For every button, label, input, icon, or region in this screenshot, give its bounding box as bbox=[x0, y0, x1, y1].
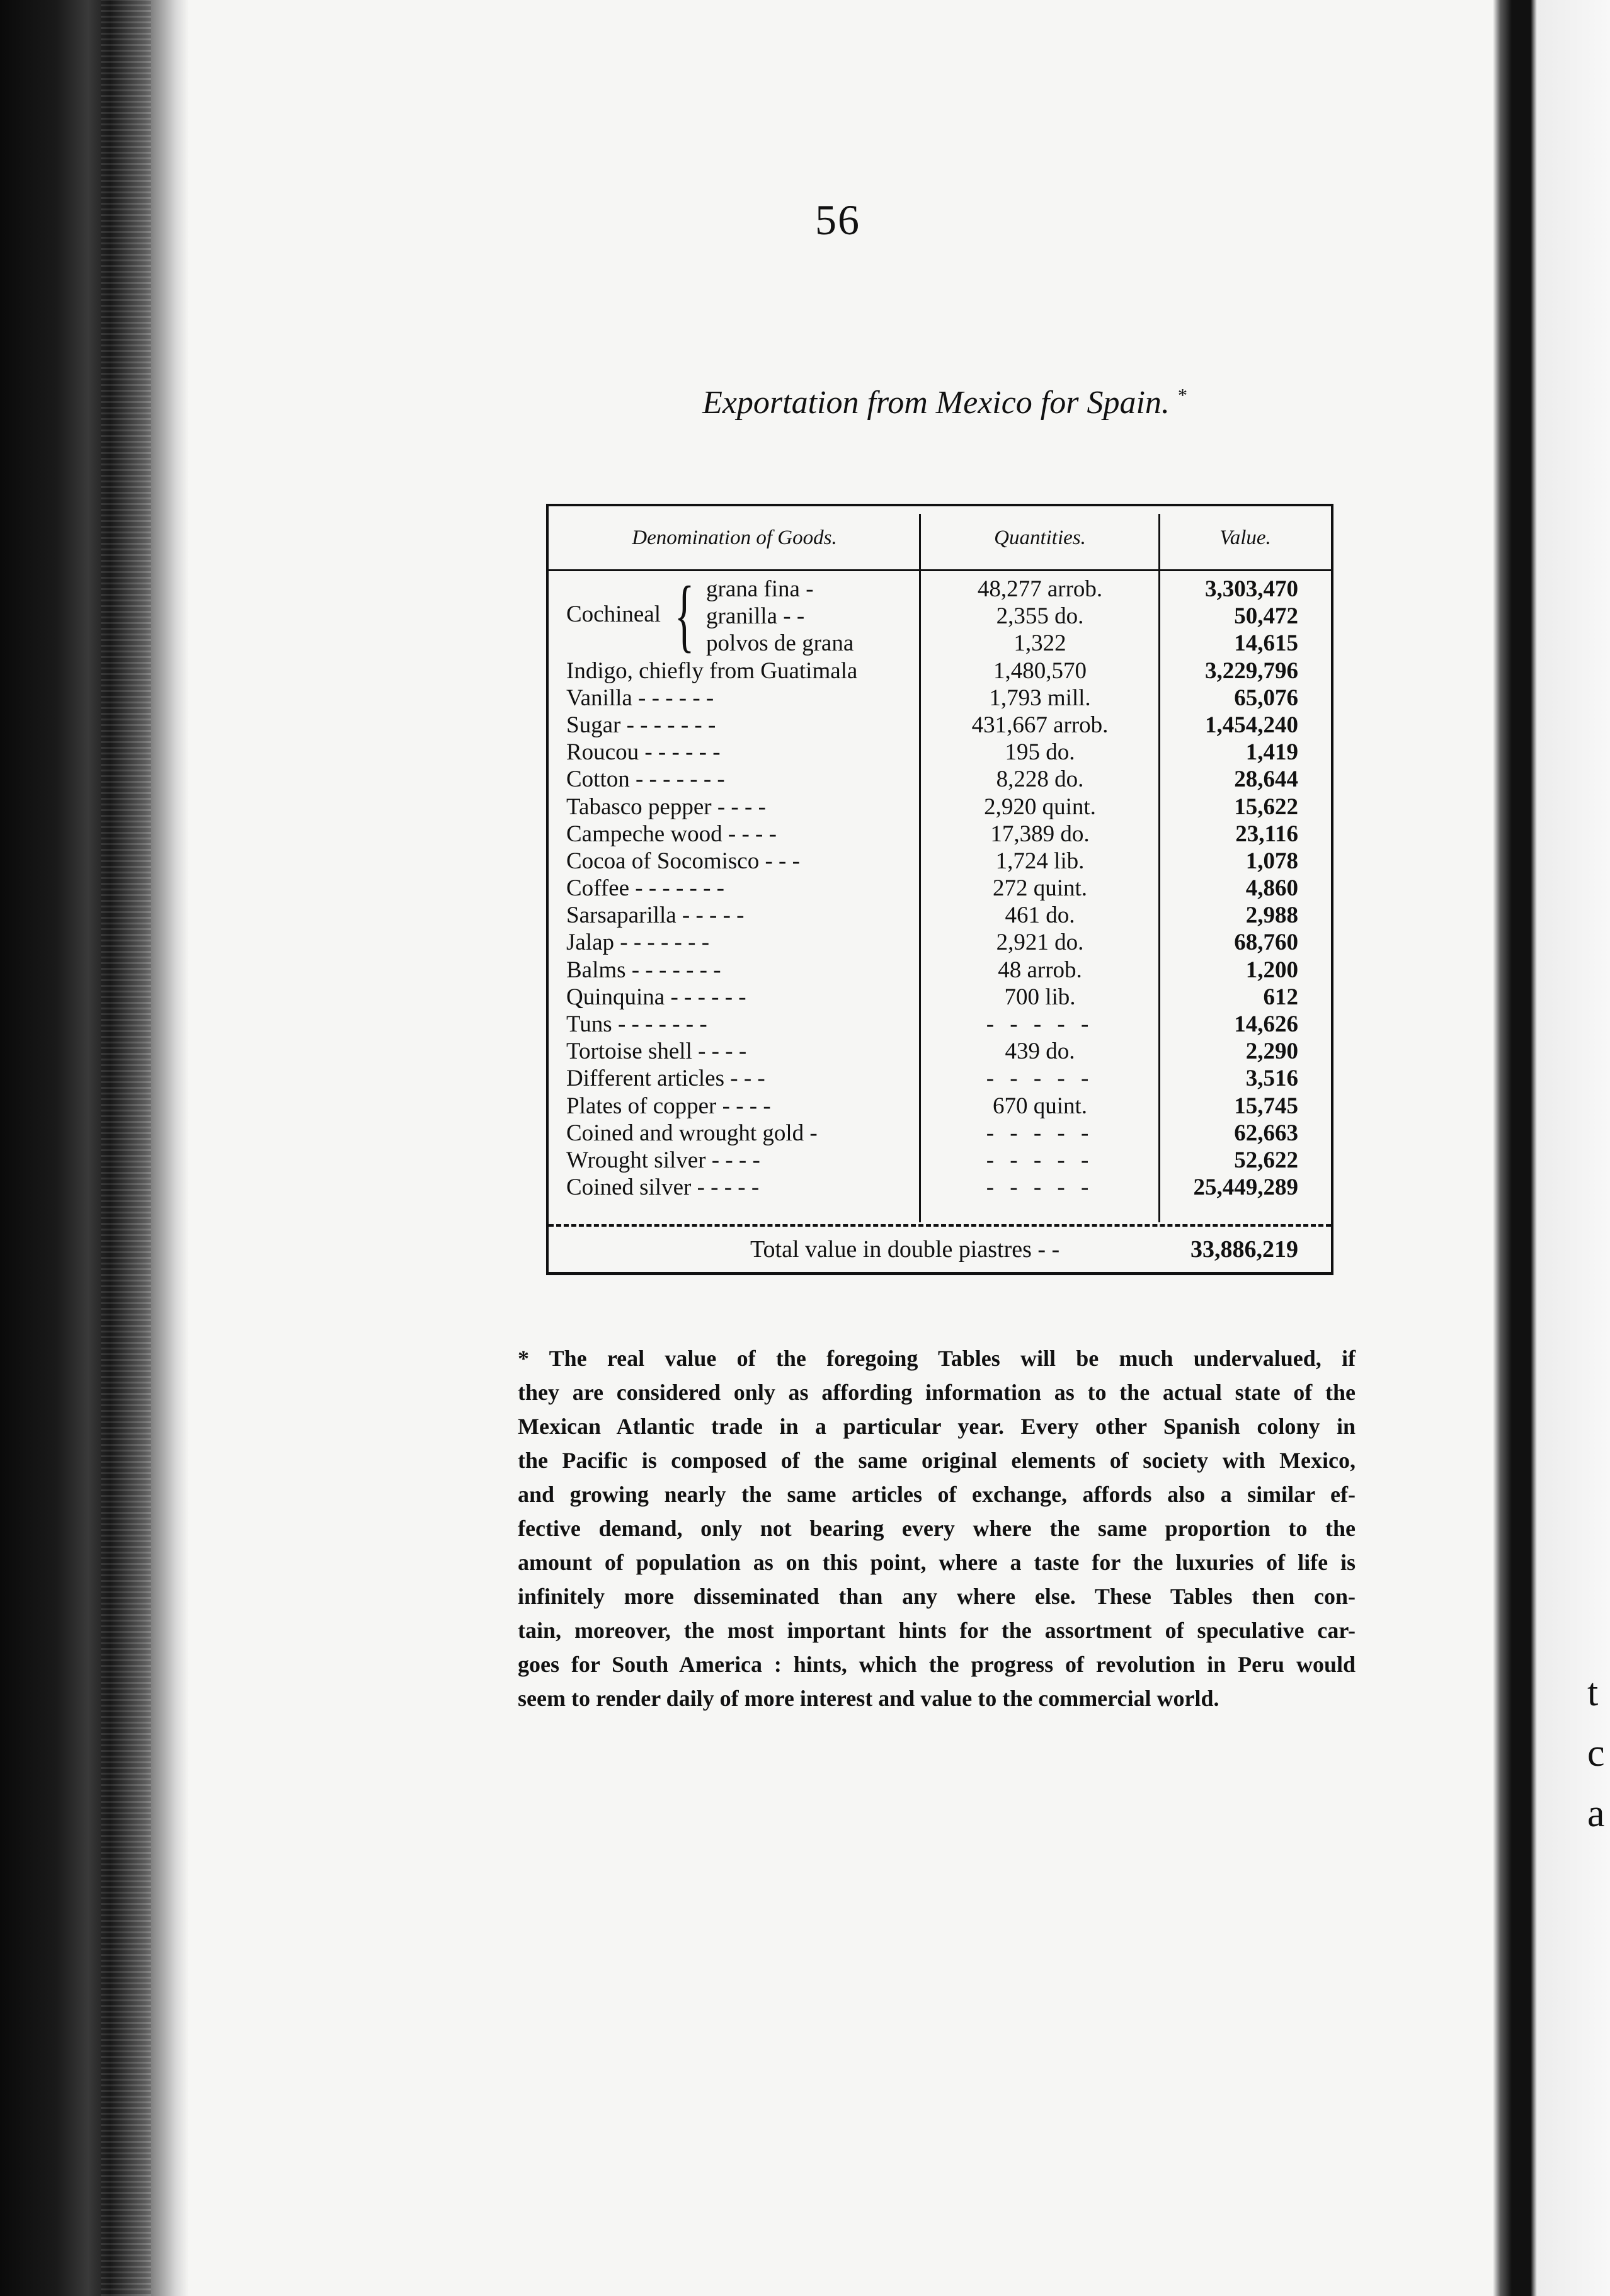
goods-cell: Tabasco pepper - - - - bbox=[566, 793, 766, 820]
goods-cell: granilla - - bbox=[706, 603, 805, 630]
cochineal-label: Cochineal bbox=[566, 601, 661, 627]
table-row bbox=[549, 630, 1331, 657]
footnote-line: and growing nearly the same articles of exchange, affords also a similar ef- bbox=[518, 1482, 1356, 1507]
table-body bbox=[549, 570, 1331, 1201]
value-cell: 2,290 bbox=[1245, 1038, 1298, 1065]
total-value: 33,886,219 bbox=[1190, 1236, 1298, 1263]
value-cell: 15,622 bbox=[1234, 793, 1298, 820]
table-row bbox=[549, 875, 1331, 902]
goods-cell: Jalap - - - - - - - bbox=[566, 929, 710, 956]
goods-cell: Different articles - - - bbox=[566, 1066, 765, 1092]
footnote-line: infinitely more disseminated than any where else. These Tables then con- bbox=[518, 1584, 1356, 1609]
table-row bbox=[549, 984, 1331, 1011]
table-row bbox=[549, 1120, 1331, 1147]
goods-cell: Plates of copper - - - - bbox=[566, 1093, 771, 1119]
value-cell: 25,449,289 bbox=[1193, 1174, 1298, 1201]
next-page-glyph: t bbox=[1587, 1671, 1599, 1714]
quantity-cell: 461 do. bbox=[1005, 902, 1075, 929]
quantity-cell: 2,355 do. bbox=[996, 603, 1084, 630]
table-row bbox=[549, 848, 1331, 875]
total-rule bbox=[549, 1224, 1331, 1227]
footnote-line: * The real value of the foregoing Tables will be much undervalued, if bbox=[518, 1346, 1356, 1371]
quantity-cell: 1,480,570 bbox=[993, 657, 1087, 684]
footnote-line: the Pacific is composed of the same original elements of society with Mexico, bbox=[518, 1448, 1356, 1473]
next-page-glyph: c bbox=[1587, 1732, 1605, 1775]
table-row bbox=[549, 929, 1331, 956]
table-row bbox=[549, 1174, 1331, 1201]
total-label: Total value in double piastres - - bbox=[750, 1236, 1060, 1263]
quantity-cell: 48 arrob. bbox=[998, 957, 1082, 983]
goods-cell: Cocoa of Socomisco - - - bbox=[566, 848, 800, 874]
header-quantities: Quantities. bbox=[994, 526, 1086, 549]
quantity-cell: 1,322 bbox=[1013, 630, 1066, 657]
value-cell: 23,116 bbox=[1235, 821, 1298, 847]
table-row bbox=[549, 793, 1331, 821]
quantity-cell: 1,793 mill. bbox=[989, 685, 1091, 711]
table-row bbox=[549, 603, 1331, 630]
value-cell: 3,516 bbox=[1245, 1066, 1298, 1092]
table-row bbox=[549, 957, 1331, 984]
value-cell: 14,626 bbox=[1234, 1011, 1298, 1037]
footnote-mark: * bbox=[1177, 385, 1187, 406]
value-cell: 15,745 bbox=[1234, 1093, 1298, 1119]
table-row bbox=[549, 1147, 1331, 1174]
value-cell: 52,622 bbox=[1234, 1147, 1298, 1173]
value-cell: 1,078 bbox=[1245, 848, 1298, 874]
table-row bbox=[549, 902, 1331, 929]
quantity-cell: 431,667 arrob. bbox=[971, 712, 1109, 738]
footnote-line: Mexican Atlantic trade in a particular year. Every other Spanish colony in bbox=[518, 1414, 1356, 1439]
goods-cell: Cotton - - - - - - - bbox=[566, 766, 725, 793]
goods-cell: Coffee - - - - - - - bbox=[566, 875, 724, 902]
goods-cell: Campeche wood - - - - bbox=[566, 821, 777, 847]
value-cell: 2,988 bbox=[1245, 902, 1298, 929]
quantity-cell: 439 do. bbox=[1005, 1038, 1075, 1065]
quantity-cell: 1,724 lib. bbox=[995, 848, 1085, 874]
quantity-cell: 670 quint. bbox=[992, 1093, 1088, 1119]
header-rule bbox=[549, 569, 1331, 571]
total-row bbox=[549, 1230, 1331, 1268]
quantity-cell: - - - - - bbox=[986, 1011, 1094, 1037]
value-cell: 3,303,470 bbox=[1205, 576, 1298, 602]
value-cell: 14,615 bbox=[1234, 630, 1298, 657]
goods-cell: grana fina - bbox=[706, 576, 814, 602]
footnote bbox=[518, 1341, 1356, 1715]
brace-symbol: { bbox=[675, 570, 695, 661]
value-cell: 612 bbox=[1263, 984, 1298, 1010]
export-table bbox=[546, 504, 1333, 1275]
footnote-line: they are considered only as affording information as to the actual state of the bbox=[518, 1380, 1356, 1405]
quantity-cell: - - - - - bbox=[986, 1120, 1094, 1146]
goods-cell: Tuns - - - - - - - bbox=[566, 1011, 707, 1037]
quantity-cell: - - - - - bbox=[986, 1174, 1094, 1201]
footnote-line: goes for South America : hints, which the progress of revolution in Peru would bbox=[518, 1652, 1356, 1677]
quantity-cell: 48,277 arrob. bbox=[977, 576, 1103, 602]
value-cell: 3,229,796 bbox=[1205, 657, 1298, 684]
value-cell: 1,419 bbox=[1245, 739, 1298, 766]
goods-cell: Sugar - - - - - - - bbox=[566, 712, 716, 738]
next-page-edge bbox=[1493, 0, 1610, 2296]
goods-cell: Indigo, chiefly from Guatimala bbox=[566, 657, 858, 684]
book-binding-edge bbox=[0, 0, 189, 2296]
value-cell: 50,472 bbox=[1234, 603, 1298, 630]
quantity-cell: 8,228 do. bbox=[996, 766, 1084, 793]
table-row bbox=[549, 739, 1331, 766]
quantity-cell: 195 do. bbox=[1005, 739, 1075, 766]
value-cell: 4,860 bbox=[1245, 875, 1298, 902]
quantity-cell: 700 lib. bbox=[1004, 984, 1076, 1010]
header-value: Value. bbox=[1219, 526, 1271, 549]
page-title bbox=[630, 384, 1260, 421]
goods-cell: Sarsaparilla - - - - - bbox=[566, 902, 745, 929]
value-cell: 1,454,240 bbox=[1205, 712, 1298, 738]
title-text: Exportation from Mexico for Spain. bbox=[702, 385, 1170, 421]
goods-cell: Coined silver - - - - - bbox=[566, 1174, 760, 1201]
table-row bbox=[549, 1065, 1331, 1092]
goods-cell: Wrought silver - - - - bbox=[566, 1147, 760, 1173]
footnote-line: fective demand, only not bearing every where the same proportion to the bbox=[518, 1516, 1356, 1541]
table-row bbox=[549, 1011, 1331, 1038]
goods-cell: Vanilla - - - - - - bbox=[566, 685, 714, 711]
table-row bbox=[549, 766, 1331, 793]
goods-cell: Roucou - - - - - - bbox=[566, 739, 721, 766]
quantity-cell: 272 quint. bbox=[992, 875, 1088, 902]
table-row bbox=[549, 685, 1331, 712]
value-cell: 65,076 bbox=[1234, 685, 1298, 711]
quantity-cell: 2,921 do. bbox=[996, 929, 1084, 956]
goods-cell: Quinquina - - - - - - bbox=[566, 984, 746, 1010]
next-page-fragment bbox=[1587, 1662, 1610, 1844]
goods-cell: Coined and wrought gold - bbox=[566, 1120, 818, 1146]
value-cell: 1,200 bbox=[1245, 957, 1298, 983]
next-page-glyph: a bbox=[1587, 1792, 1605, 1835]
table-row bbox=[549, 712, 1331, 739]
value-cell: 62,663 bbox=[1234, 1120, 1298, 1146]
header-goods: Denomination of Goods. bbox=[632, 526, 837, 549]
table-row bbox=[549, 1038, 1331, 1065]
quantity-cell: 17,389 do. bbox=[990, 821, 1090, 847]
page-number: 56 bbox=[815, 196, 860, 244]
goods-cell: Tortoise shell - - - - bbox=[566, 1038, 747, 1065]
goods-cell: Balms - - - - - - - bbox=[566, 957, 721, 983]
quantity-cell: - - - - - bbox=[986, 1147, 1094, 1173]
quantity-cell: - - - - - bbox=[986, 1066, 1094, 1092]
value-cell: 68,760 bbox=[1234, 929, 1298, 956]
table-row bbox=[549, 1093, 1331, 1120]
goods-cell: polvos de grana bbox=[706, 630, 854, 657]
footnote-line: tain, moreover, the most important hints for the assortment of speculative car- bbox=[518, 1618, 1356, 1643]
table-row bbox=[549, 657, 1331, 685]
table-row bbox=[549, 821, 1331, 848]
footnote-line: seem to render daily of more interest and value to the commercial world. bbox=[518, 1686, 1219, 1711]
quantity-cell: 2,920 quint. bbox=[984, 793, 1096, 820]
footnote-line: amount of population as on this point, where a taste for the luxuries of life is bbox=[518, 1550, 1356, 1575]
table-row bbox=[549, 576, 1331, 603]
value-cell: 28,644 bbox=[1234, 766, 1298, 793]
